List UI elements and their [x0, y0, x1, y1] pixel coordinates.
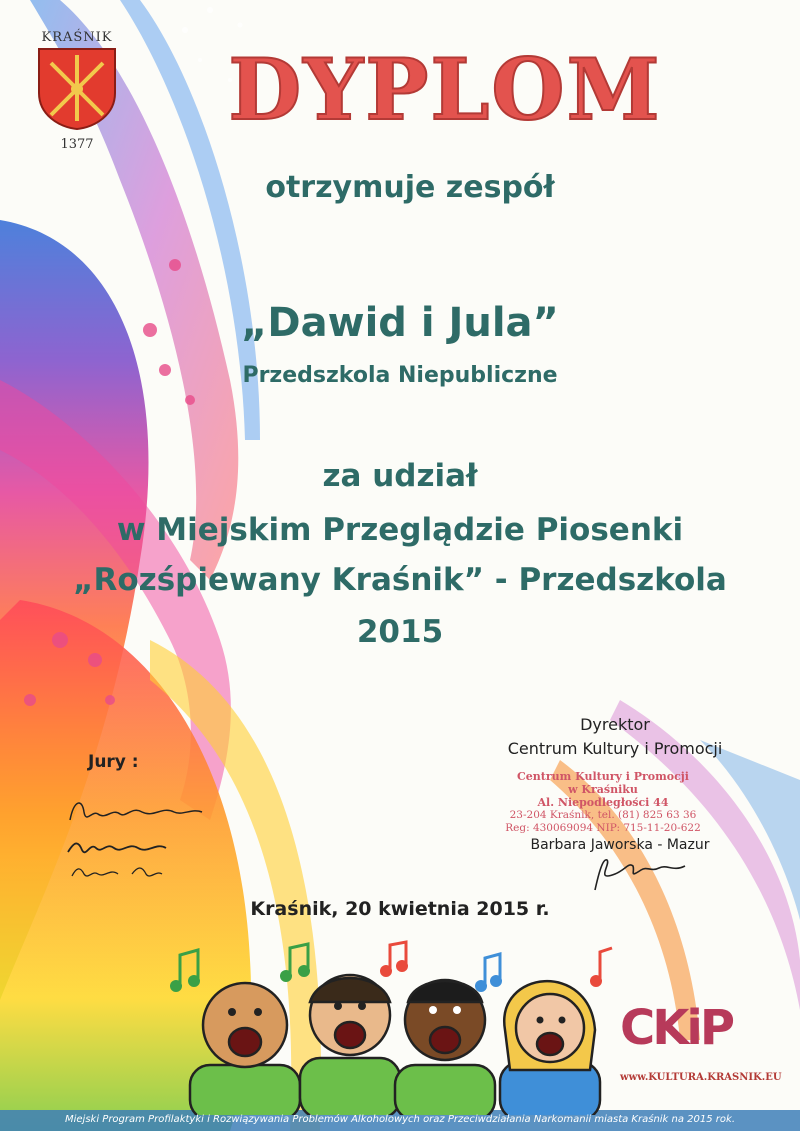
director-signer: Barbara Jaworska - Mazur [530, 837, 710, 853]
stamp-line-3: Al. Niepodległości 44 [537, 796, 669, 809]
town-crest [28, 30, 126, 152]
diploma-title: DYPLOM [228, 40, 662, 139]
ckip-logo: CKiP [620, 1000, 733, 1056]
issue-date: Kraśnik, 20 kwietnia 2015 r. [250, 898, 550, 920]
footer-program-note: Miejski Program Profilaktyki i Rozwiązywania Problemów Alkoholowych oraz Przeciwdziałania Narkomanii miasta Kraśnik na 2015 rok. [65, 1114, 735, 1125]
director-institution: Centrum Kultury i Promocji [507, 739, 723, 758]
school-name: Przedszkola Niepubliczne [242, 363, 558, 388]
singing-children-illustration [150, 940, 620, 1115]
crest-year: 1377 [60, 137, 94, 152]
award-line-3: „Rozśpiewany Kraśnik” - Przedszkola [73, 562, 727, 598]
jury-signatures [62, 790, 222, 890]
award-line-1: za udział [322, 458, 478, 494]
team-name: „Dawid i Jula” [241, 300, 559, 346]
director-block [465, 715, 765, 763]
award-line-2: w Miejskim Przeglądzie Piosenki [116, 512, 684, 548]
jury-label: Jury : [88, 752, 139, 772]
director-role: Dyrektor [580, 715, 650, 734]
stamp-line-2: w Kraśniku [568, 783, 638, 796]
subtitle: otrzymuje zespół [265, 170, 555, 205]
stamp-line-4: 23-204 Kraśnik, tel. (81) 825 63 36 [509, 809, 697, 821]
institution-stamp [498, 770, 708, 835]
award-year: 2015 [356, 614, 444, 650]
website-url: www.KULTURA.KRASNIK.EU [620, 1072, 782, 1083]
director-signature [585, 852, 695, 897]
stamp-line-1: Centrum Kultury i Promocji [517, 770, 689, 783]
crest-town-name: KRAŚNIK [41, 30, 113, 45]
stamp-line-5: Reg: 430069094 NIP: 715-11-20-622 [505, 822, 701, 834]
crest-shield-icon [35, 45, 119, 131]
